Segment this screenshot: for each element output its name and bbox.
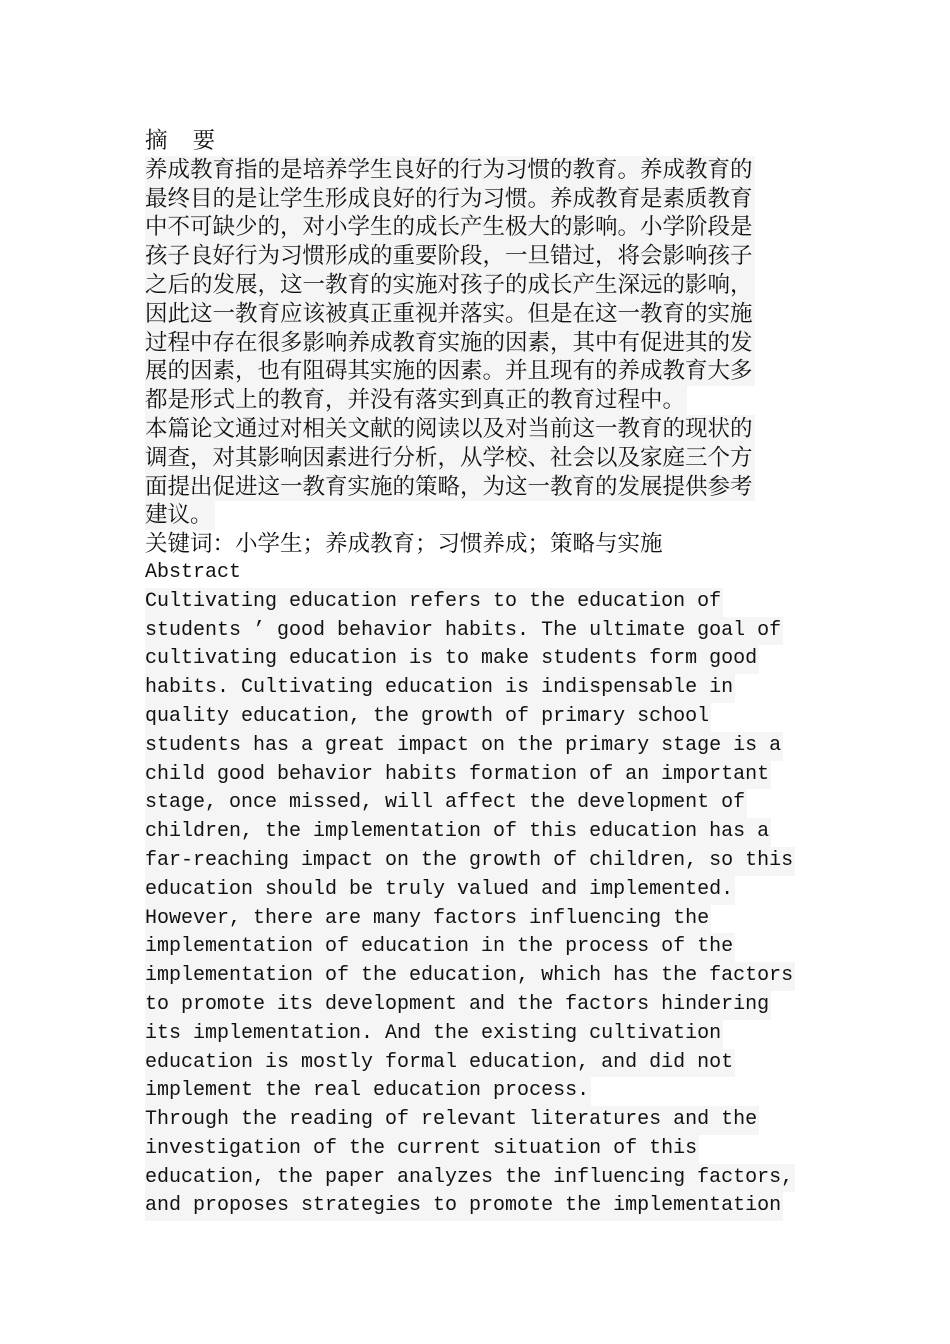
text-line: 最终目的是让学生形成良好的行为习惯。养成教育是素质教育 <box>145 185 753 212</box>
text-line: 养成教育指的是培养学生良好的行为习惯的教育。养成教育的 <box>145 156 753 183</box>
text-line: 中不可缺少的，对小学生的成长产生极大的影响。小学阶段是 <box>145 214 753 241</box>
english-abstract-title: Abstract <box>145 560 242 584</box>
text-line: Cultivating education refers to the education of <box>145 588 723 617</box>
text-line: to promote its development and the factors hindering <box>145 991 771 1020</box>
text-line: child good behavior habits formation of an important <box>145 761 771 790</box>
text-line: 展的因素，也有阻碍其实施的因素。并且现有的养成教育大多 <box>145 358 753 385</box>
text-line: However, there are many factors influencing the <box>145 905 711 934</box>
text-line: implementation of the education, which has the factors <box>145 962 795 991</box>
english-abstract-paragraph-2 <box>145 1106 805 1221</box>
text-line: and proposes strategies to promote the implementation <box>145 1192 783 1221</box>
text-line: implementation of education in the process of the <box>145 933 735 962</box>
text-line: 建议。 <box>145 502 213 529</box>
text-line: far-reaching impact on the growth of children, so this <box>145 847 795 876</box>
text-line: education, the paper analyzes the influencing factors, <box>145 1164 795 1193</box>
text-line: investigation of the current situation of this <box>145 1135 699 1164</box>
text-line: students ’ good behavior habits. The ultimate goal of <box>145 617 783 646</box>
text-line: education is mostly formal education, and did not <box>145 1049 735 1078</box>
text-line: 都是形式上的教育，并没有落实到真正的教育过程中。 <box>145 387 686 414</box>
text-line: education should be truly valued and implemented. <box>145 876 735 905</box>
english-abstract-paragraph-1 <box>145 588 805 1106</box>
text-line: stage, once missed, will affect the development of <box>145 789 747 818</box>
document-content <box>145 127 805 1221</box>
text-line: students has a great impact on the primary stage is a <box>145 732 783 761</box>
text-line: 过程中存在很多影响养成教育实施的因素，其中有促进其的发 <box>145 329 753 356</box>
text-line: 面提出促进这一教育实施的策略，为这一教育的发展提供参考 <box>145 473 753 500</box>
chinese-keywords: 关键词：小学生；养成教育；习惯养成；策略与实施 <box>145 531 663 558</box>
chinese-abstract-paragraph-2 <box>145 415 805 530</box>
text-line: 因此这一教育应该被真正重视并落实。但是在这一教育的实施 <box>145 300 753 327</box>
chinese-abstract-paragraph-1 <box>145 156 805 415</box>
text-line: Through the reading of relevant literatures and the <box>145 1106 759 1135</box>
text-line: quality education, the growth of primary school <box>145 703 711 732</box>
text-line: 调查，对其影响因素进行分析，从学校、社会以及家庭三个方 <box>145 444 753 471</box>
text-line: habits. Cultivating education is indispensable in <box>145 674 735 703</box>
text-line: 本篇论文通过对相关文献的阅读以及对当前这一教育的现状的 <box>145 415 753 442</box>
chinese-abstract-title: 摘 要 <box>145 128 225 154</box>
text-line: children, the implementation of this education has a <box>145 818 771 847</box>
text-line: cultivating education is to make students form good <box>145 645 759 674</box>
text-line: 孩子良好行为习惯形成的重要阶段，一旦错过，将会影响孩子 <box>145 243 753 270</box>
text-line: its implementation. And the existing cultivation <box>145 1020 723 1049</box>
text-line: 之后的发展，这一教育的实施对孩子的成长产生深远的影响， <box>145 271 753 298</box>
text-line: implement the real education process. <box>145 1077 591 1106</box>
